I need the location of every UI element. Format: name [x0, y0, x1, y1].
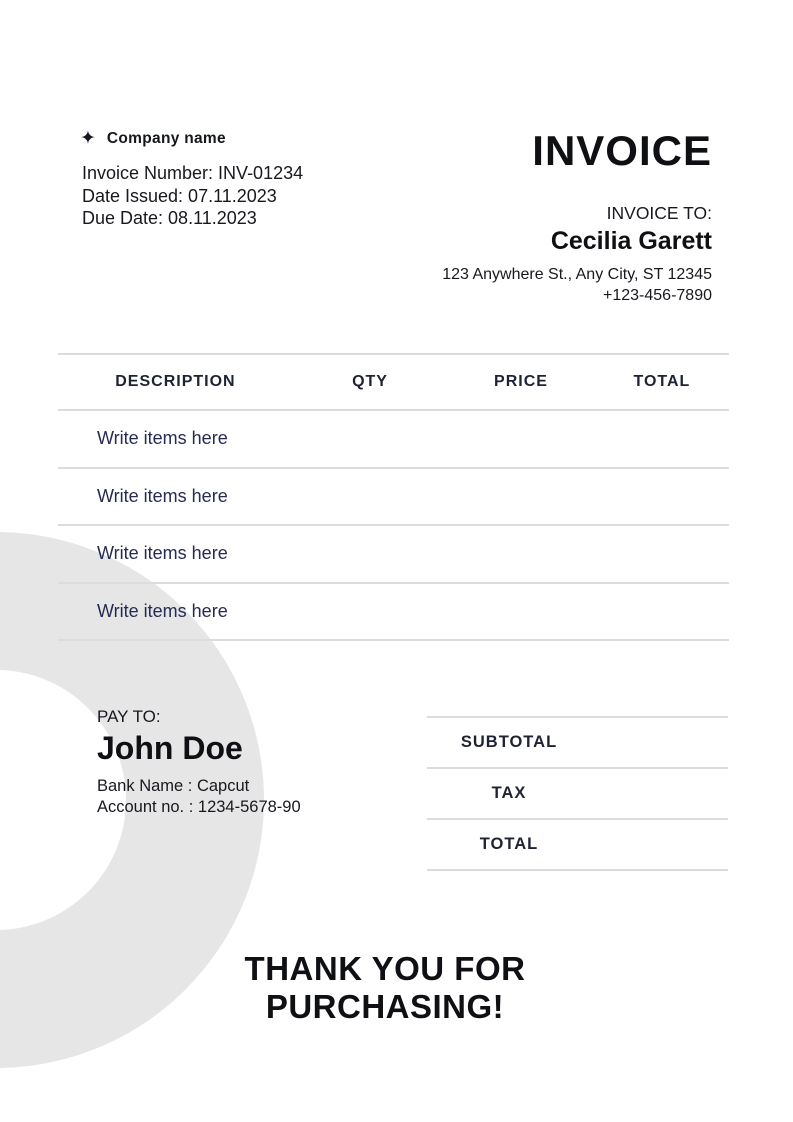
client-name: Cecilia Garett [550, 227, 712, 255]
due-date-line: Due Date: 08.11.2023 [82, 208, 257, 228]
company-name: Company name [106, 129, 226, 147]
tax-label: TAX [491, 784, 527, 802]
invoice-to-block [442, 203, 712, 305]
pay-to-label: PAY TO: [97, 707, 161, 726]
thank-you-line-1: THANK YOU FOR [244, 950, 526, 987]
tax-row [427, 769, 728, 820]
subtotal-label: SUBTOTAL [460, 733, 558, 751]
client-phone: +123-456-7890 [603, 287, 712, 304]
bank-details [97, 776, 301, 818]
total-label: TOTAL [479, 835, 539, 853]
item-description-placeholder[interactable]: Write items here [97, 428, 228, 449]
items-table [58, 353, 729, 641]
totals-table [427, 716, 728, 871]
invoice-number-line: Invoice Number: INV-01234 [82, 163, 304, 183]
invoice-title: INVOICE [532, 127, 712, 174]
pay-to-block [97, 707, 301, 818]
column-header-qty: QTY [352, 373, 388, 390]
client-address: 123 Anywhere St., Any City, ST 12345 [442, 266, 712, 283]
column-header-price: PRICE [494, 373, 548, 390]
items-table-header [58, 353, 729, 411]
invoice-to-label: INVOICE TO: [606, 203, 712, 223]
thank-you-message [40, 950, 730, 1026]
account-number-line: Account no. : 1234-5678-90 [97, 798, 301, 816]
table-row [58, 584, 729, 642]
item-description-placeholder[interactable]: Write items here [97, 485, 228, 506]
date-issued-line: Date Issued: 07.11.2023 [82, 185, 277, 206]
item-description-placeholder[interactable]: Write items here [97, 543, 228, 564]
invoice-meta [82, 162, 303, 230]
company-star-icon: ✦ [80, 128, 96, 149]
payee-name: John Doe [97, 730, 243, 766]
total-row [427, 820, 728, 871]
thank-you-line-2: PURCHASING! [265, 988, 505, 1025]
subtotal-row [427, 718, 728, 769]
company-header [80, 129, 226, 148]
bank-name-line: Bank Name : Capcut [97, 777, 250, 795]
column-header-total: TOTAL [633, 373, 691, 390]
item-description-placeholder[interactable]: Write items here [97, 600, 228, 621]
table-row [58, 411, 729, 469]
column-header-description: DESCRIPTION [115, 373, 236, 390]
table-row [58, 469, 729, 527]
table-row [58, 526, 729, 584]
